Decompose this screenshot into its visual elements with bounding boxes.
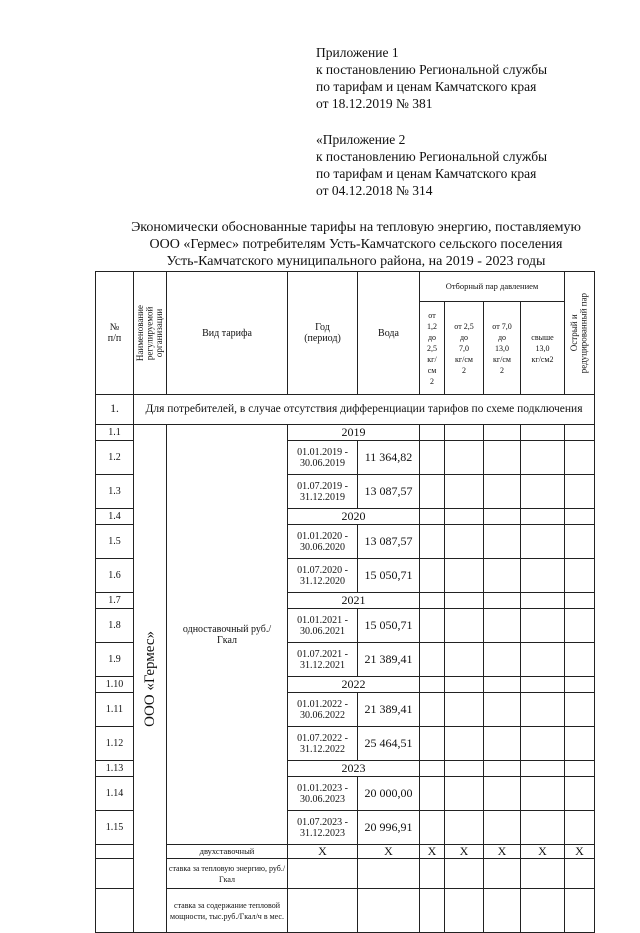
row-number: 1.3 bbox=[96, 475, 134, 509]
col-header-steam-group: Отборный пар давлением bbox=[420, 272, 565, 302]
empty-cell bbox=[484, 677, 521, 693]
empty-cell bbox=[420, 677, 445, 693]
water-tariff-value: 13 087,57 bbox=[358, 525, 420, 559]
empty-cell bbox=[521, 811, 565, 845]
empty-cell bbox=[521, 693, 565, 727]
period-label: 01.01.2019 - 30.06.2019 bbox=[288, 441, 358, 475]
appendix-2-line: от 04.12.2018 № 314 bbox=[316, 183, 433, 198]
water-tariff-value: 15 050,71 bbox=[358, 609, 420, 643]
empty-cell bbox=[445, 559, 484, 593]
col-header-tariff-type: Вид тарифа bbox=[167, 272, 288, 395]
empty-cell bbox=[484, 441, 521, 475]
empty-cell bbox=[565, 777, 595, 811]
period-label: 01.07.2023 - 31.12.2023 bbox=[288, 811, 358, 845]
col-header-pressure-4: свыше 13,0 кг/см2 bbox=[521, 302, 565, 395]
empty-cell bbox=[484, 593, 521, 609]
row-number bbox=[96, 845, 134, 859]
year-label: 2019 bbox=[288, 425, 420, 441]
period-label: 01.07.2022 - 31.12.2022 bbox=[288, 727, 358, 761]
empty-cell bbox=[420, 859, 445, 889]
empty-cell bbox=[484, 811, 521, 845]
empty-cell bbox=[445, 677, 484, 693]
period-label: 01.07.2021 - 31.12.2021 bbox=[288, 643, 358, 677]
tariff-table bbox=[95, 271, 595, 933]
appendix-1-line: к постановлению Региональной службы bbox=[316, 62, 548, 77]
heat-rate-row bbox=[96, 859, 595, 889]
empty-cell bbox=[521, 559, 565, 593]
empty-cell bbox=[565, 889, 595, 933]
appendix-1-line: Приложение 1 bbox=[316, 45, 399, 60]
organization-name: ООО «Гермес» bbox=[142, 630, 158, 727]
x-mark: X bbox=[288, 845, 358, 859]
empty-cell bbox=[484, 727, 521, 761]
x-mark: X bbox=[445, 845, 484, 859]
empty-cell bbox=[420, 609, 445, 643]
row-number: 1.1 bbox=[96, 425, 134, 441]
empty-cell bbox=[521, 727, 565, 761]
year-label: 2021 bbox=[288, 593, 420, 609]
col-header-organization bbox=[134, 272, 167, 395]
empty-cell bbox=[521, 609, 565, 643]
empty-cell bbox=[445, 811, 484, 845]
col-header-pressure-2: от 2,5 до 7,0 кг/см 2 bbox=[445, 302, 484, 395]
empty-cell bbox=[358, 859, 420, 889]
empty-cell bbox=[484, 525, 521, 559]
empty-cell bbox=[484, 425, 521, 441]
empty-cell bbox=[420, 777, 445, 811]
row-number: 1.7 bbox=[96, 593, 134, 609]
empty-cell bbox=[521, 777, 565, 811]
empty-cell bbox=[565, 559, 595, 593]
empty-cell bbox=[521, 761, 565, 777]
year-label: 2022 bbox=[288, 677, 420, 693]
empty-cell bbox=[445, 889, 484, 933]
empty-cell bbox=[445, 441, 484, 475]
period-label: 01.07.2020 - 31.12.2020 bbox=[288, 559, 358, 593]
water-tariff-value: 20 996,91 bbox=[358, 811, 420, 845]
capacity-rate-label: ставка за содержание тепловой мощности, тыс.руб./Гкал/ч в мес. bbox=[167, 889, 288, 933]
col-header-sharp-steam bbox=[565, 272, 595, 395]
heat-rate-label: ставка за тепловую энергию, руб./Гкал bbox=[167, 859, 288, 889]
empty-cell bbox=[565, 441, 595, 475]
row-number: 1.11 bbox=[96, 693, 134, 727]
row-number: 1.15 bbox=[96, 811, 134, 845]
empty-cell bbox=[484, 777, 521, 811]
water-tariff-value: 21 389,41 bbox=[358, 693, 420, 727]
empty-cell bbox=[420, 441, 445, 475]
year-label: 2023 bbox=[288, 761, 420, 777]
empty-cell bbox=[445, 609, 484, 643]
empty-cell bbox=[288, 889, 358, 933]
empty-cell bbox=[445, 777, 484, 811]
empty-cell bbox=[565, 475, 595, 509]
empty-cell bbox=[445, 475, 484, 509]
empty-cell bbox=[484, 761, 521, 777]
year-label: 2020 bbox=[288, 509, 420, 525]
empty-cell bbox=[565, 677, 595, 693]
empty-cell bbox=[445, 593, 484, 609]
empty-cell bbox=[420, 727, 445, 761]
empty-cell bbox=[420, 425, 445, 441]
org-header-text: Наименование регулируемой организации bbox=[134, 304, 164, 362]
period-label: 01.07.2019 - 31.12.2019 bbox=[288, 475, 358, 509]
empty-cell bbox=[484, 559, 521, 593]
empty-cell bbox=[445, 727, 484, 761]
empty-cell bbox=[565, 609, 595, 643]
empty-cell bbox=[445, 693, 484, 727]
empty-cell bbox=[484, 643, 521, 677]
title-line: ООО «Гермес» потребителям Усть-Камчатского сельского поселения bbox=[149, 237, 563, 252]
tariff-type-cell: одноставочный руб./Гкал bbox=[167, 425, 288, 845]
row-number: 1.9 bbox=[96, 643, 134, 677]
x-mark: X bbox=[565, 845, 595, 859]
row-number: 1.4 bbox=[96, 509, 134, 525]
row-number: 1.14 bbox=[96, 777, 134, 811]
empty-cell bbox=[521, 643, 565, 677]
row-number: 1.8 bbox=[96, 609, 134, 643]
water-tariff-value: 11 364,82 bbox=[358, 441, 420, 475]
empty-cell bbox=[565, 593, 595, 609]
water-tariff-value: 25 464,51 bbox=[358, 727, 420, 761]
col-header-water: Вода bbox=[358, 272, 420, 395]
empty-cell bbox=[521, 509, 565, 525]
period-label: 01.01.2023 - 30.06.2023 bbox=[288, 777, 358, 811]
empty-cell bbox=[521, 677, 565, 693]
empty-cell bbox=[445, 525, 484, 559]
empty-cell bbox=[445, 509, 484, 525]
empty-cell bbox=[565, 525, 595, 559]
two-part-label: двухставочный bbox=[167, 845, 288, 859]
appendix-2-line: «Приложение 2 bbox=[316, 132, 406, 147]
x-mark: X bbox=[358, 845, 420, 859]
empty-cell bbox=[521, 475, 565, 509]
empty-cell bbox=[420, 509, 445, 525]
empty-cell bbox=[484, 509, 521, 525]
empty-cell bbox=[484, 889, 521, 933]
empty-cell bbox=[565, 859, 595, 889]
empty-cell bbox=[521, 425, 565, 441]
empty-cell bbox=[420, 761, 445, 777]
empty-cell bbox=[420, 889, 445, 933]
empty-cell bbox=[445, 761, 484, 777]
empty-cell bbox=[420, 693, 445, 727]
water-tariff-value: 15 050,71 bbox=[358, 559, 420, 593]
empty-cell bbox=[565, 693, 595, 727]
empty-cell bbox=[565, 509, 595, 525]
empty-cell bbox=[420, 475, 445, 509]
water-tariff-value: 21 389,41 bbox=[358, 643, 420, 677]
appendix-2-line: по тарифам и ценам Камчатского края bbox=[316, 166, 537, 181]
title-line: Усть-Камчатского муниципального района, на 2019 - 2023 годы bbox=[166, 254, 546, 269]
empty-cell bbox=[565, 811, 595, 845]
table-row bbox=[96, 425, 595, 441]
empty-cell bbox=[565, 425, 595, 441]
empty-cell bbox=[420, 525, 445, 559]
col-header-year: Год (период) bbox=[288, 272, 358, 395]
period-label: 01.01.2021 - 30.06.2021 bbox=[288, 609, 358, 643]
period-label: 01.01.2020 - 30.06.2020 bbox=[288, 525, 358, 559]
col-header-pressure-1: от 1,2 до 2,5 кг/ см 2 bbox=[420, 302, 445, 395]
section-number: 1. bbox=[96, 395, 134, 425]
appendix-1-header bbox=[316, 44, 547, 112]
x-mark: X bbox=[484, 845, 521, 859]
row-number bbox=[96, 889, 134, 933]
empty-cell bbox=[484, 475, 521, 509]
col-header-pressure-3: от 7,0 до 13,0 кг/см 2 bbox=[484, 302, 521, 395]
col-header-number: № п/п bbox=[96, 272, 134, 395]
two-part-row bbox=[96, 845, 595, 859]
appendix-1-line: от 18.12.2019 № 381 bbox=[316, 96, 433, 111]
empty-cell bbox=[420, 593, 445, 609]
x-mark: X bbox=[420, 845, 445, 859]
empty-cell bbox=[565, 643, 595, 677]
empty-cell bbox=[565, 727, 595, 761]
row-number: 1.2 bbox=[96, 441, 134, 475]
appendix-2-line: к постановлению Региональной службы bbox=[316, 149, 548, 164]
appendix-2-header bbox=[316, 131, 547, 199]
title-line: Экономически обоснованные тарифы на тепловую энергию, поставляемую bbox=[131, 220, 581, 235]
sharp-steam-text: Острый и редуцированный пар bbox=[569, 292, 589, 374]
row-number: 1.13 bbox=[96, 761, 134, 777]
period-label: 01.01.2022 - 30.06.2022 bbox=[288, 693, 358, 727]
empty-cell bbox=[521, 889, 565, 933]
section-title: Для потребителей, в случае отсутствия дифференциации тарифов по схеме подключения bbox=[134, 395, 595, 425]
water-tariff-value: 20 000,00 bbox=[358, 777, 420, 811]
empty-cell bbox=[420, 559, 445, 593]
empty-cell bbox=[445, 643, 484, 677]
empty-cell bbox=[420, 811, 445, 845]
empty-cell bbox=[521, 859, 565, 889]
document-title bbox=[96, 219, 616, 270]
row-number: 1.12 bbox=[96, 727, 134, 761]
empty-cell bbox=[288, 859, 358, 889]
row-number: 1.5 bbox=[96, 525, 134, 559]
section-row bbox=[96, 395, 595, 425]
empty-cell bbox=[484, 693, 521, 727]
empty-cell bbox=[565, 761, 595, 777]
empty-cell bbox=[445, 425, 484, 441]
empty-cell bbox=[521, 525, 565, 559]
empty-cell bbox=[420, 643, 445, 677]
empty-cell bbox=[358, 889, 420, 933]
row-number: 1.10 bbox=[96, 677, 134, 693]
row-number: 1.6 bbox=[96, 559, 134, 593]
x-mark: X bbox=[521, 845, 565, 859]
empty-cell bbox=[521, 593, 565, 609]
appendix-1-line: по тарифам и ценам Камчатского края bbox=[316, 79, 537, 94]
empty-cell bbox=[445, 859, 484, 889]
empty-cell bbox=[521, 441, 565, 475]
water-tariff-value: 13 087,57 bbox=[358, 475, 420, 509]
capacity-rate-row bbox=[96, 889, 595, 933]
empty-cell bbox=[484, 609, 521, 643]
organization-cell bbox=[134, 425, 167, 933]
row-number bbox=[96, 859, 134, 889]
empty-cell bbox=[484, 859, 521, 889]
